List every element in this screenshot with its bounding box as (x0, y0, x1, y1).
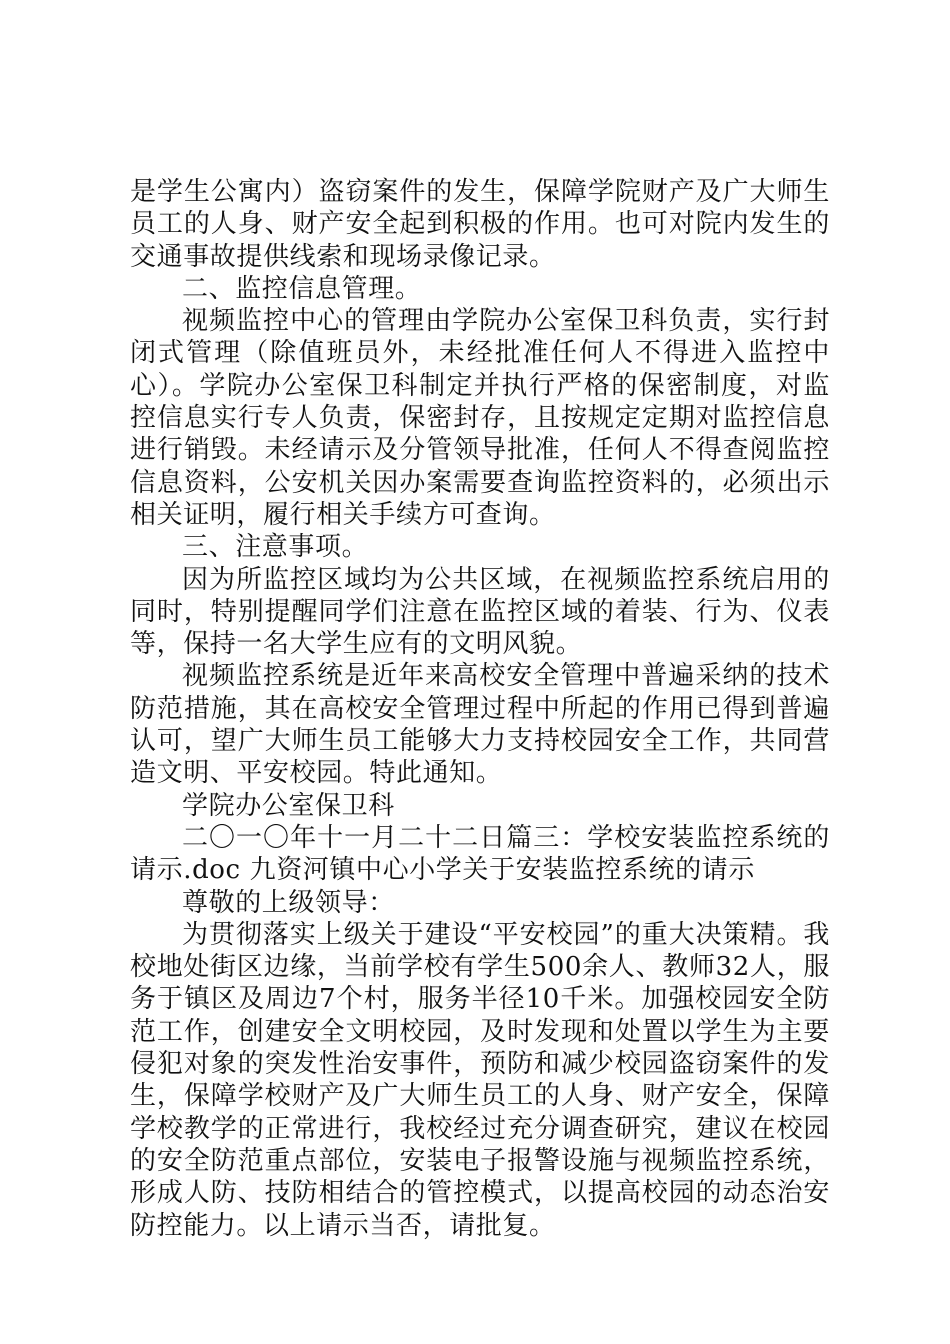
document-body (130, 176, 830, 1242)
paragraph-3: 因为所监控区域均为公共区域，在视频监控系统启用的同时，特别提醒同学们注意在监控区域的着装、行为、仪表等，保持一名大学生应有的文明风貌。 (130, 564, 830, 660)
paragraph-1: 是学生公寓内）盗窃案件的发生，保障学院财产及广大师生员工的人身、财产安全起到积极的作用。也可对院内发生的交通事故提供线索和现场录像记录。 (130, 177, 830, 272)
salutation: 尊敬的上级领导： (182, 887, 395, 918)
signature-department: 学院办公室保卫科 (182, 790, 395, 821)
section-heading-3: 三、注意事项。 (182, 532, 369, 563)
date-and-new-title: 二〇一〇年十一月二十二日篇三：学校安装监控系统的请示.doc 九资河镇中心小学关于安装监控系统的请示 (130, 822, 830, 886)
paragraph-4: 视频监控系统是近年来高校安全管理中普遍采纳的技术防范措施，其在高校安全管理过程中所起的作用已得到普遍认可，望广大师生员工能够大力支持校园安全工作，共同营造文明、平安校园。特此通知。 (130, 661, 830, 789)
section-heading-2: 二、监控信息管理。 (182, 273, 422, 304)
paragraph-2: 视频监控中心的管理由学院办公室保卫科负责，实行封闭式管理（除值班员外，未经批准任何人不得进入监控中心）。学院办公室保卫科制定并执行严格的保密制度，对监控信息实行专人负责，保密封存，且按规定定期对监控信息进行销毁。未经请示及分管领导批准，任何人不得查阅监控信息资料，公安机关因办案需要查询监控资料的，必须出示相关证明，履行相关手续方可查询。 (130, 306, 830, 530)
paragraph-5: 为贯彻落实上级关于建设“平安校园”的重大决策精。我校地处街区边缘，当前学校有学生500余人、教师32人，服务于镇区及周边7个村，服务半径10千米。加强校园安全防范工作，创建安全文明校园，及时发现和处置以学生为主要侵犯对象的突发性治安事件，预防和减少校园盗窃案件的发生，保障学校财产及广大师生员工的人身、财产安全，保障学校教学的正常进行，我校经过充分调查研究，建议在校园的安全防范重点部位，安装电子报警设施与视频监控系统，形成人防、技防相结合的管控模式，以提高校园的动态治安防控能力。以上请示当否，请批复。 (130, 919, 830, 1241)
